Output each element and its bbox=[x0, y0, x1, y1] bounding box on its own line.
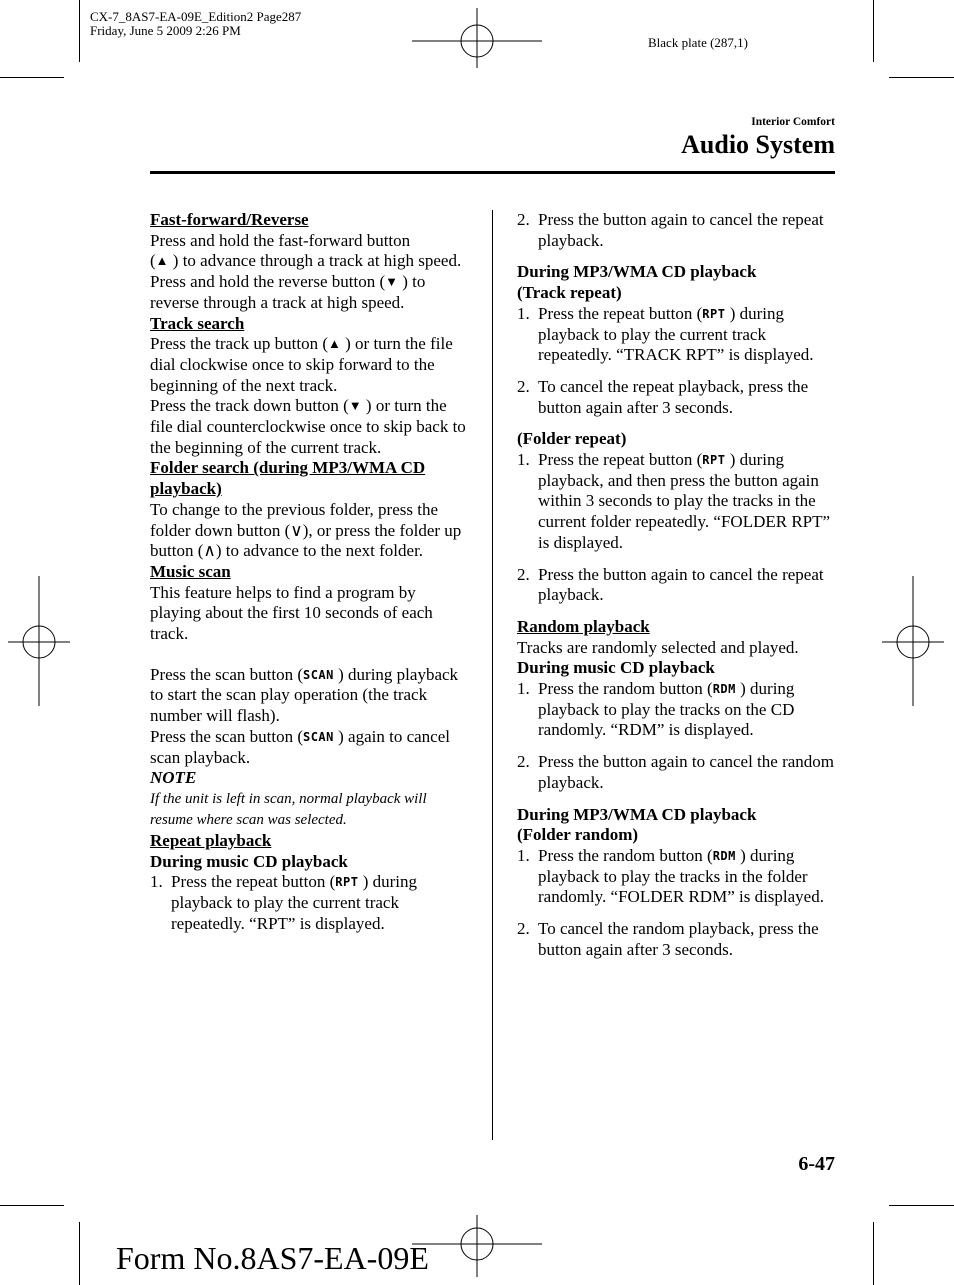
crop-mark bbox=[889, 77, 954, 78]
subheading-folder-repeat: (Folder repeat) bbox=[517, 429, 627, 449]
up-triangle-icon: ▲ bbox=[328, 336, 341, 352]
ts-paragraph-2: Press the track down button (▼ ) or turn the file dial counterclockwise once to skip back to the beginning of the current track. bbox=[150, 396, 466, 457]
section-label: Interior Comfort bbox=[751, 116, 835, 128]
subheading-mp3: During MP3/WMA CD playback bbox=[517, 804, 757, 824]
heading-fast-forward: Fast-forward/Reverse bbox=[150, 210, 309, 229]
ms-paragraph-3: Press the scan button (SCAN ) again to cancel scan playback. bbox=[150, 726, 450, 767]
crop-mark bbox=[0, 77, 64, 78]
heading-random-playback: Random playback bbox=[517, 616, 650, 636]
ms-paragraph-2: Press the scan button (SCAN ) during playback to start the scan play operation (the track number will flash). bbox=[150, 664, 459, 726]
list-item: 2. Press the button again to cancel the repeat playback. bbox=[517, 564, 824, 605]
doc-id: CX-7_8AS7-EA-09E_Edition2 Page287 bbox=[90, 9, 302, 24]
subheading-folder-random: (Folder random) bbox=[517, 825, 639, 845]
heading-track-search: Track search bbox=[150, 313, 245, 333]
chevron-up-icon: ∧ bbox=[203, 541, 216, 561]
list-item: 1. Press the repeat button (RPT ) during playback to play the current track repeatedly. “TRACK RPT” is displayed. bbox=[517, 303, 814, 365]
title-rule bbox=[150, 171, 835, 174]
list-item: 2. Press the button again to cancel the random playback. bbox=[517, 752, 834, 792]
crop-mark bbox=[79, 0, 80, 62]
list-item: 2. To cancel the repeat playback, press the button again after 3 seconds. bbox=[517, 376, 809, 417]
chevron-down-icon: ∨ bbox=[290, 520, 303, 540]
registration-mark-bottom bbox=[412, 1215, 542, 1277]
heading-folder-search: Folder search (during MP3/WMA CD playback) bbox=[150, 458, 426, 499]
plate-label: Black plate (287,1) bbox=[648, 35, 748, 50]
column-divider bbox=[492, 210, 493, 1140]
registration-mark-left bbox=[8, 576, 70, 706]
list-item: 1. Press the random button (RDM ) during playback to play the tracks on the CD randomly. “RDM” is displayed. bbox=[517, 679, 795, 740]
down-triangle-icon: ▼ bbox=[348, 398, 362, 414]
form-number: Form No.8AS7-EA-09E bbox=[116, 1240, 429, 1276]
subheading-track-repeat: (Track repeat) bbox=[517, 283, 622, 303]
timestamp: Friday, June 5 2009 2:26 PM bbox=[90, 23, 241, 38]
list-item: 2. Press the button again to cancel the repeat playback. bbox=[517, 210, 824, 250]
list-item: 1. Press the repeat button (RPT ) during playback, and then press the button again within 3 seconds to play the tracks in the current folder repeatedly. “FOLDER RPT” is displayed. bbox=[517, 450, 831, 552]
up-triangle-icon: ▲ bbox=[155, 253, 169, 269]
subheading-mp3: During MP3/WMA CD playback bbox=[517, 262, 757, 282]
subheading-music-cd: During music CD playback bbox=[517, 658, 715, 678]
ms-paragraph-1: This feature helps to find a program by playing about the first 10 seconds of each track. bbox=[150, 582, 433, 644]
fs-paragraph: To change to the previous folder, press the folder down button (∨), or press the folder up button (∧) to advance to the next folder. bbox=[150, 499, 462, 561]
note-text: If the unit is left in scan, normal playback will resume where scan was selected. bbox=[150, 790, 427, 828]
random-intro: Tracks are randomly selected and played. bbox=[517, 637, 799, 657]
list-item: 2. To cancel the random playback, press the button again after 3 seconds. bbox=[517, 919, 819, 959]
heading-music-scan: Music scan bbox=[150, 561, 231, 581]
rdm-button-icon: RDM bbox=[712, 848, 736, 863]
right-column bbox=[517, 210, 837, 972]
rpt-button-icon: RPT bbox=[702, 453, 726, 468]
rpt-button-icon: RPT bbox=[335, 875, 359, 890]
registration-mark-top bbox=[412, 8, 542, 68]
note-heading: NOTE bbox=[150, 768, 197, 788]
down-triangle-icon: ▼ bbox=[385, 274, 398, 290]
list-item: 1. Press the random button (RDM ) during playback to play the tracks in the folder randomly. “FOLDER RDM” is displayed. bbox=[517, 845, 824, 907]
crop-mark bbox=[873, 0, 874, 62]
rdm-button-icon: RDM bbox=[712, 682, 736, 697]
crop-mark bbox=[79, 1222, 80, 1285]
scan-button-icon: SCAN bbox=[302, 667, 334, 682]
left-column bbox=[150, 210, 470, 946]
ff-paragraph-1: Press and hold the fast-forward button (▲ ) to advance through a track at high speed. bbox=[150, 230, 462, 271]
rpt-button-icon: RPT bbox=[702, 306, 726, 321]
page-number: 6-47 bbox=[798, 1153, 835, 1175]
scan-button-icon: SCAN bbox=[302, 729, 334, 744]
page-title: Audio System bbox=[681, 130, 835, 159]
list-item: 1. Press the repeat button (RPT ) during playback to play the current track repeatedly. “RPT” is displayed. bbox=[150, 872, 418, 933]
registration-mark-right bbox=[882, 576, 944, 706]
subheading-music-cd: During music CD playback bbox=[150, 851, 348, 871]
crop-mark bbox=[0, 1205, 64, 1206]
crop-mark bbox=[873, 1222, 874, 1285]
crop-mark bbox=[889, 1205, 954, 1206]
ts-paragraph-1: Press the track up button (▲ ) or turn the file dial clockwise once to skip forward to the beginning of the next track. bbox=[150, 334, 453, 395]
ff-paragraph-2: Press and hold the reverse button (▼ ) to reverse through a track at high speed. bbox=[150, 272, 426, 312]
heading-repeat-playback: Repeat playback bbox=[150, 830, 272, 850]
